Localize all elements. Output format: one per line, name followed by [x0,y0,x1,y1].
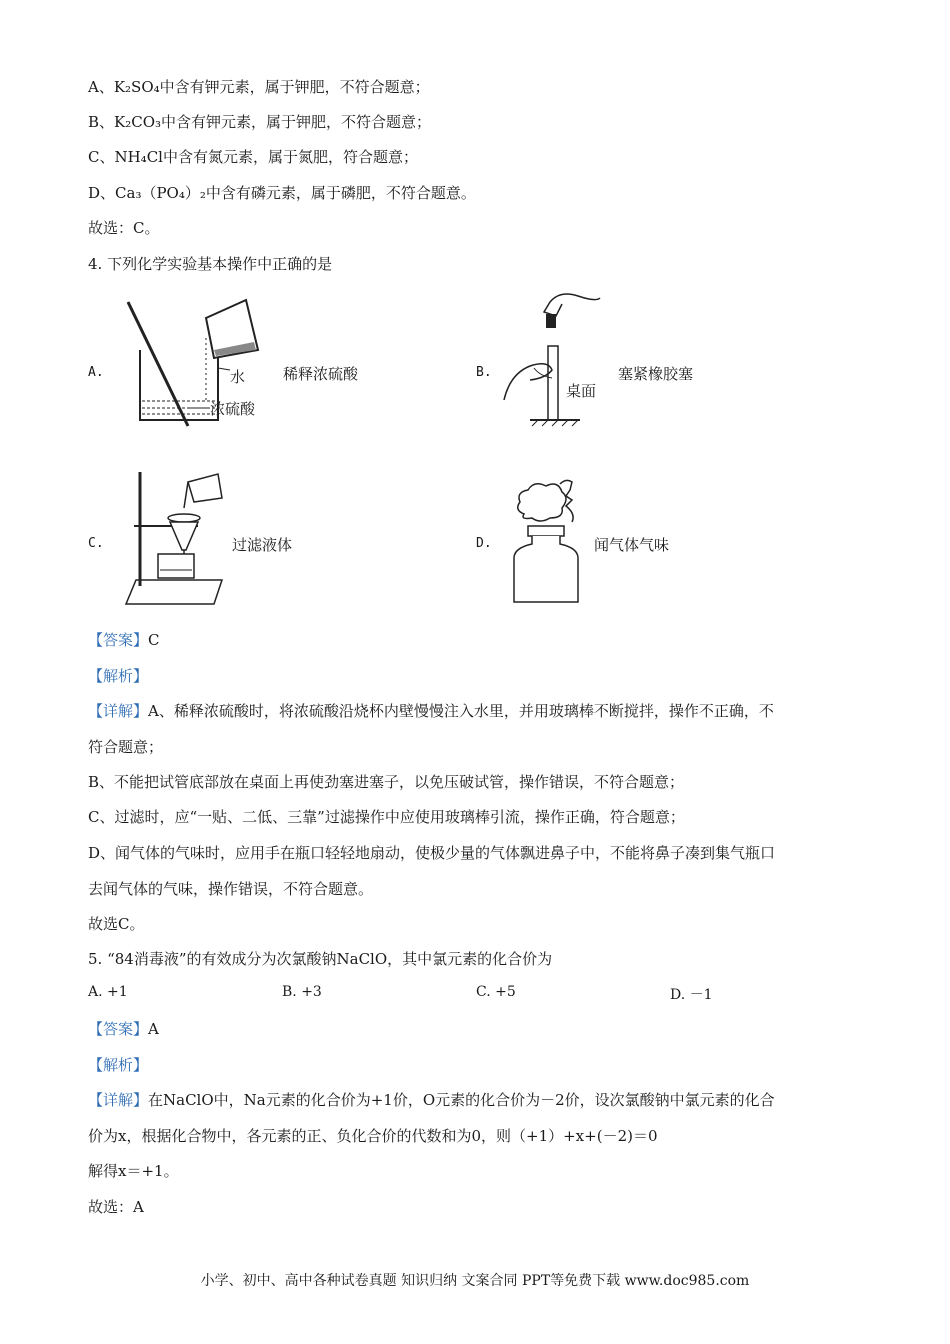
option-b-caption: 塞紧橡胶塞 [618,365,694,383]
question-5-stem: 5. “84消毒液”的有效成分为次氯酸钠NaClO，其中氯元素的化合价为 [88,950,553,968]
fig-label-desk: 桌面 [566,382,597,400]
option-d-caption: 闻气体气味 [594,536,670,554]
q4-detail-line-2: 符合题意； [88,738,164,756]
q5-answer-line [88,1018,159,1039]
analysis-line-c: C、NH₄Cl中含有氮元素，属于氮肥，符合题意； [88,148,418,166]
fig-label-water: 水 [230,368,246,386]
option-a-letter: A. [88,365,104,380]
filtration-figure [122,468,232,610]
q5-analysis-tag: 【解析】 [88,1056,149,1074]
q4-detail-text-1: A、稀释浓硫酸时，将浓硫酸沿烧杯内壁慢慢注入水里，并用玻璃棒不断搅拌，操作不正确，不 [148,702,774,720]
q4-conclusion: 故选C。 [88,915,145,933]
answer-tag: 【答案】 [88,631,149,649]
q5-conclusion: 故选：A [88,1198,144,1216]
q5-detail-line-3: 解得x＝+1。 [88,1162,179,1180]
q5-detail-line-2: 价为x，根据化合物中，各元素的正、负化合价的代数和为0，则（+1）+x+(－2)＝0 [88,1127,658,1145]
q4-detail-line-3: B、不能把试管底部放在桌面上再使劲塞进塞子，以免压破试管，操作错误，不符合题意； [88,773,685,791]
page-footer: 小学、初中、高中各种试卷真题 知识归纳 文案合同 PPT等免费下载 www.doc985.com [200,1273,750,1289]
q4-answer-line [88,629,160,650]
q5-answer: A [148,1020,159,1038]
q5-detail-line-1 [88,1089,775,1110]
option-d-letter: D. [476,536,492,551]
analysis-line-a: A、K₂SO₄中含有钾元素，属于钾肥，不符合题意； [88,78,430,96]
smell-gas-figure [506,474,596,608]
option-c-letter: C. [88,536,104,551]
detail-tag: 【详解】 [88,1091,149,1109]
q5-choice-a: A. +1 [88,984,128,1000]
q4-detail-line-1 [88,700,774,721]
detail-tag: 【详解】 [88,702,149,720]
q5-choice-b: B. +3 [282,984,322,1000]
analysis-line-b: B、K₂CO₃中含有钾元素，属于钾肥，不符合题意； [88,113,432,131]
q4-answer: C [148,631,160,649]
option-a-caption: 稀释浓硫酸 [283,365,359,383]
q4-detail-line-4: C、过滤时，应“一贴、二低、三靠”过滤操作中应使用玻璃棒引流，操作正确，符合题意； [88,808,685,826]
q5-detail-text-1: 在NaClO中，Na元素的化合价为+1价，O元素的化合价为－2价，设次氯酸钠中氯元素的化合 [148,1091,775,1109]
q4-detail-line-5: D、闻气体的气味时，应用手在瓶口轻轻地扇动，使极少量的气体飘进鼻子中，不能将鼻子凑到集气瓶口 [88,844,776,862]
q5-choice-d: D. －1 [670,987,713,1003]
dilute-acid-figure [118,298,288,428]
option-c-caption: 过滤液体 [232,536,293,554]
question-4-stem: 4. 下列化学实验基本操作中正确的是 [88,255,333,273]
q4-detail-line-6: 去闻气体的气味，操作错误，不符合题意。 [88,880,374,898]
analysis-conclusion: 故选：C。 [88,219,160,237]
q4-analysis-tag: 【解析】 [88,667,149,685]
option-b-letter: B. [476,365,492,380]
answer-tag: 【答案】 [88,1020,149,1038]
q5-choice-c: C. +5 [476,984,516,1000]
fig-label-conc-acid: 浓硫酸 [210,400,256,418]
insert-stopper-figure [500,290,615,430]
analysis-line-d: D、Ca₃（PO₄）₂中含有磷元素，属于磷肥，不符合题意。 [88,184,476,202]
